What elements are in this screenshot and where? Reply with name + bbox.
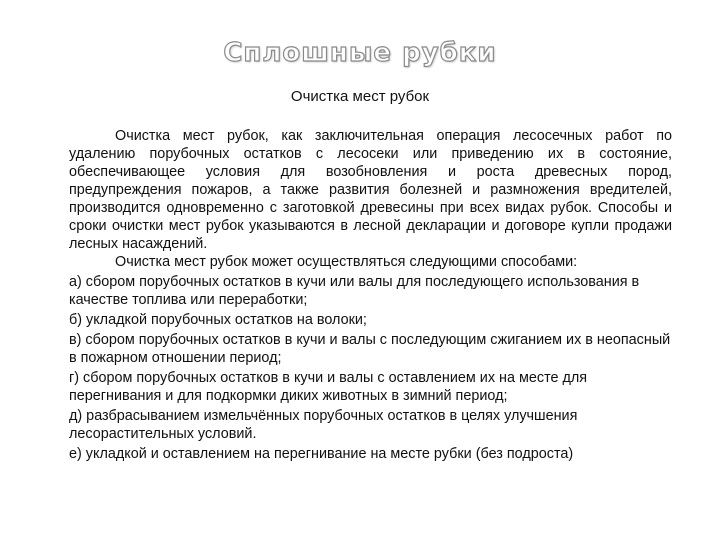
slide-body [69, 127, 672, 463]
slide-title: Сплошные рубки [223, 38, 497, 68]
method-item-d: г) сбором порубочных остатков в кучи и валы с оставлением их на месте для перегнивания и для подкормки диких животных в зимний период; [69, 370, 588, 404]
method-item-c: в) сбором порубочных остатков в кучи и валы с последующим сжиганием их в неопасный в пожарном отношении период; [69, 332, 671, 366]
method-item-f: е) укладкой и оставлением на перегнивание на месте рубки (без подроста) [69, 446, 574, 462]
intro-paragraph: Очистка мест рубок, как заключительная операция лесосечных работ по удалению порубочных остатков с лесосеки или приведению их в состояние, обеспечивающее условия для возобновления и роста древесных пород, предупреждения пожаров, а также развития болезней и размножения вредителей, производится одновременно с заготовкой древесины при всех видах рубок. Способы и сроки очистки мест рубок указываются в лесной декларации и договоре купли продажи лесных насаждений. [69, 128, 672, 252]
slide-subtitle: Очистка мест рубок [290, 88, 430, 105]
method-item-a: а) сбором порубочных остатков в кучи или валы для последующего использования в качестве топлива или переработки; [69, 274, 640, 308]
method-item-e: д) разбрасыванием измельчённых порубочных остатков в целях улучшения лесорастительных условий. [69, 408, 578, 442]
method-item-b: б) укладкой порубочных остатков на волоки; [69, 312, 367, 328]
methods-intro: Очистка мест рубок может осуществляться следующими способами: [115, 254, 578, 270]
